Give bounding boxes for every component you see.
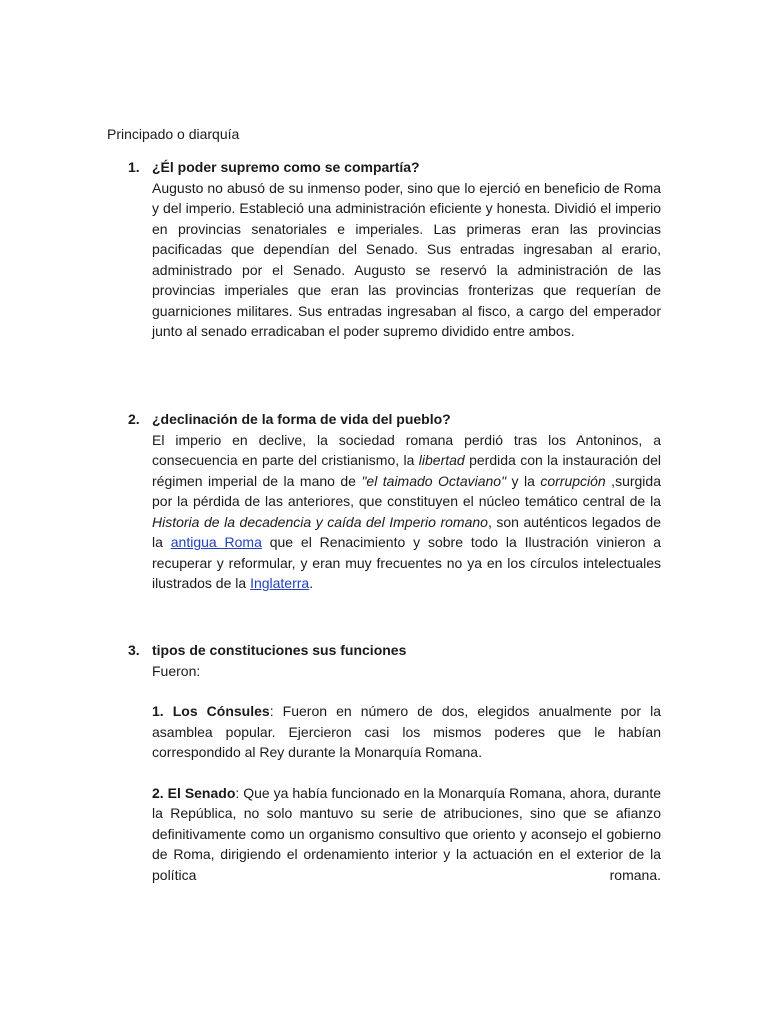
section-number: 3. — [128, 642, 140, 658]
text-run: . — [309, 575, 314, 591]
italic-text: Historia de la decadencia y caída del Imperio romano — [152, 513, 488, 530]
section-2 — [128, 409, 661, 594]
section-heading: ¿Él poder supremo como se compartía? — [152, 159, 420, 175]
section-3 — [128, 640, 661, 885]
text-run: El imperio en declive, la sociedad romana perdió tras los Antoninos, a consecuencia en parte del cristianismo, la — [152, 431, 661, 468]
section-1 — [128, 157, 661, 342]
text-run: ,surgida por la pérdida de las anteriores, que constituyen el núcleo temático central de la — [152, 472, 661, 509]
italic-text: corrupción — [540, 472, 606, 489]
section-body — [152, 430, 661, 594]
section-paragraph — [152, 430, 661, 594]
section-body — [152, 178, 661, 342]
text-run: y la — [506, 472, 541, 489]
item-label: 2. El Senado — [152, 784, 236, 801]
link-antigua-roma[interactable]: antigua Roma — [170, 534, 262, 550]
italic-text: "el taimado Octaviano" — [361, 472, 507, 489]
italic-text: libertad — [418, 452, 465, 468]
document-title: Principado o diarquía — [107, 126, 240, 142]
list-item-consules — [152, 701, 661, 763]
text-run: perdida con la instauración del régimen imperial de la mano de — [152, 452, 661, 489]
section-number: 1. — [128, 159, 140, 175]
section-paragraph: Augusto no abusó de su inmenso poder, sino que lo ejerció en beneficio de Roma y del imperio. Estableció una administración eficiente y honesta. Dividió el imperio en provincias senatoriales e imperiales. Las primeras eran las provincias pacificadas que dependían del Senado. Sus entradas ingresaban al erario, administrado por el Senado. Augusto se reservó la administración de las provincias imperiales que eran las provincias fronterizas que requerían de guarniciones militares. Sus entradas ingresaban al fisco, a cargo del emperador junto al senado erradicaban el poder supremo dividido entre ambos. — [152, 179, 661, 339]
section-number: 2. — [128, 411, 140, 427]
section-heading: tipos de constituciones sus funciones — [152, 642, 407, 658]
item-text: : Que ya había funcionado en la Monarquía Romana, ahora, durante la República, no solo mantuvo su serie de atribuciones, sino que se afianzo definitivamente como un organismo consultivo que oriento y aconsejo el gobierno de Roma, dirigiendo el ordenamiento interior y la actuación en el exterior de la política romana. — [152, 784, 661, 883]
section-intro: Fueron: — [152, 662, 201, 679]
link-inglaterra[interactable]: Inglaterra — [250, 575, 310, 591]
text-run: que el Renacimiento y sobre todo la Ilustración vinieron a recuperar y reformular, y eran muy frecuentes no ya en los círculos intelectuales ilustrados de la — [152, 534, 661, 591]
item-label: 1. Los Cónsules — [152, 703, 270, 719]
item-text: : Fueron en número de dos, elegidos anualmente por la asamblea popular. Ejercieron casi los mismos poderes que le habían correspondido al Rey durante la Monarquía Romana. — [152, 703, 662, 760]
section-heading: ¿declinación de la forma de vida del pueblo? — [152, 411, 451, 427]
list-item-senado — [152, 783, 661, 886]
text-run: , son auténticos legados de la — [152, 513, 661, 550]
